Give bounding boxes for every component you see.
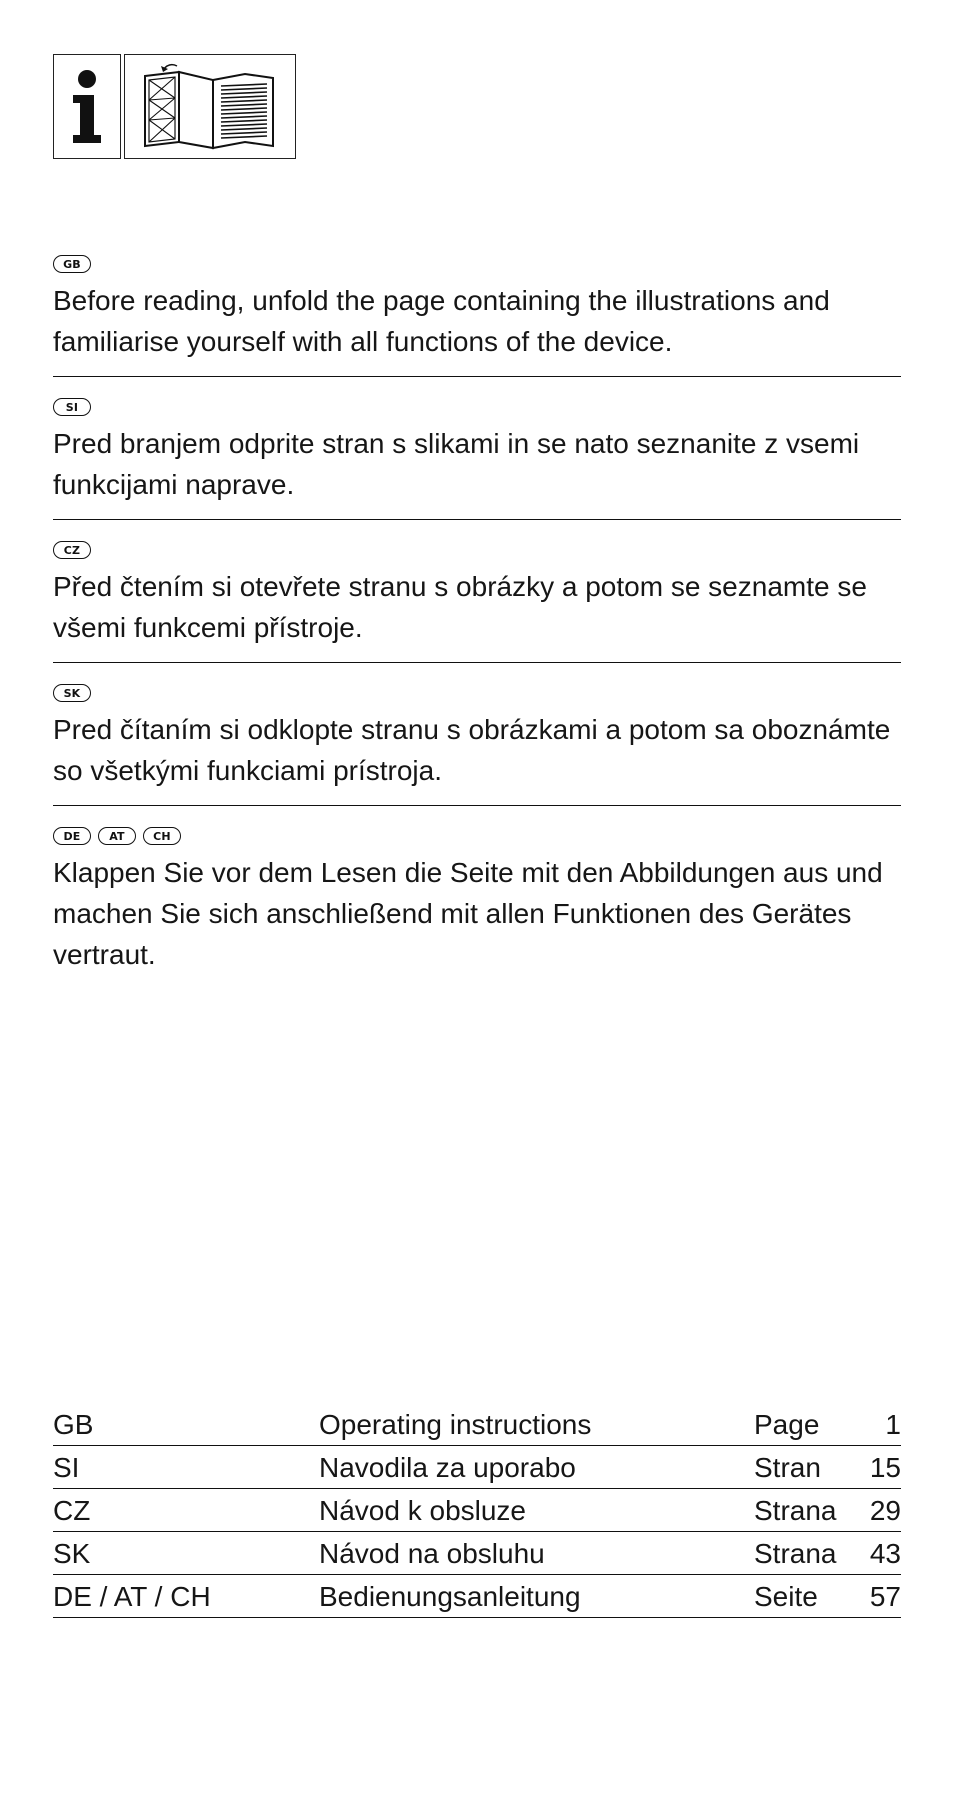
badge-sk: SK: [53, 684, 91, 702]
badge-cz: CZ: [53, 541, 91, 559]
section-text-de: Klappen Sie vor dem Lesen die Seite mit den Abbildungen aus und machen Sie sich anschließend mit allen Funktionen des Gerätes vertraut.: [53, 857, 883, 970]
badge-group: [53, 681, 901, 705]
section-text-cz: Před čtením si otevřete stranu s obrázky a potom se seznamte se všemi funkcemi přístroje.: [53, 571, 867, 643]
section-sk: [53, 681, 901, 806]
toc-page-number: 29: [869, 1495, 901, 1526]
toc-title: Návod k obsluze: [319, 1495, 527, 1526]
toc-page-word: Stran: [754, 1452, 821, 1483]
toc-title: Navodila za uporabo: [319, 1452, 576, 1483]
unfold-page-icon: [124, 54, 296, 159]
toc-page-word: Seite: [754, 1581, 818, 1612]
table-of-contents: [53, 1403, 901, 1618]
toc-page-word: Strana: [754, 1495, 837, 1526]
badge-group: [53, 538, 901, 562]
badge-de: DE: [53, 827, 91, 845]
badge-group: [53, 252, 901, 276]
toc-row-gb[interactable]: [53, 1403, 901, 1446]
toc-row-si[interactable]: [53, 1446, 901, 1489]
toc-title: Bedienungsanleitung: [319, 1581, 581, 1612]
toc-language-code: GB: [53, 1409, 94, 1440]
icon-row: [53, 54, 296, 159]
badge-group: [53, 395, 901, 419]
info-icon: [53, 54, 121, 159]
toc-language-code: SK: [53, 1538, 91, 1569]
badge-group: [53, 824, 901, 848]
toc-row-sk[interactable]: [53, 1532, 901, 1575]
section-gb: [53, 252, 901, 377]
toc-page-word: Strana: [754, 1538, 837, 1569]
toc-page-number: 57: [869, 1581, 901, 1612]
manual-cover-page: [53, 0, 901, 1803]
toc-language-code: SI: [53, 1452, 80, 1483]
toc-language-code: CZ: [53, 1495, 91, 1526]
badge-si: SI: [53, 398, 91, 416]
language-sections: [53, 252, 901, 1007]
toc-title: Operating instructions: [319, 1409, 592, 1440]
section-text-gb: Before reading, unfold the page containing the illustrations and familiarise yourself with all functions of the device.: [53, 285, 830, 357]
section-text-sk: Pred čítaním si odklopte stranu s obrázkami a potom sa oboznámte so všetkými funkciami prístroja.: [53, 714, 891, 786]
toc-row-cz[interactable]: [53, 1489, 901, 1532]
toc-page-number: 43: [869, 1538, 901, 1569]
toc-title: Návod na obsluhu: [319, 1538, 545, 1569]
section-cz: [53, 538, 901, 663]
toc-page-word: Page: [754, 1409, 820, 1440]
section-text-si: Pred branjem odprite stran s slikami in se nato seznanite z vsemi funkcijami naprave.: [53, 428, 860, 500]
toc-language-code: DE / AT / CH: [53, 1581, 211, 1612]
toc-page-number: 1: [885, 1409, 901, 1440]
section-si: [53, 395, 901, 520]
badge-ch: CH: [143, 827, 181, 845]
toc-page-number: 15: [869, 1452, 901, 1483]
section-de-at-ch: [53, 824, 901, 989]
badge-gb: GB: [53, 255, 91, 273]
badge-at: AT: [98, 827, 136, 845]
toc-row-de-at-ch[interactable]: [53, 1575, 901, 1618]
